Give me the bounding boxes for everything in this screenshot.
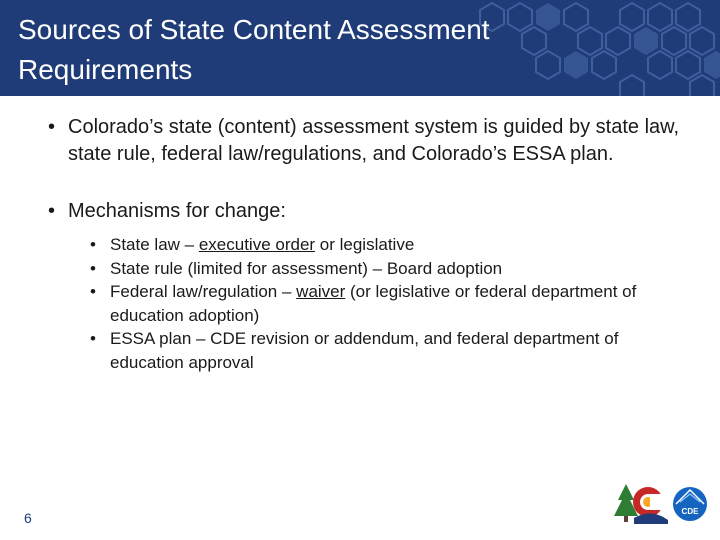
sub-bullet-text: State rule (limited for assessment) – Board adoption — [110, 258, 503, 278]
sub-bullet-text: ESSA plan – CDE revision or addendum, and federal department of education approval — [110, 329, 619, 372]
slide-body — [48, 114, 688, 374]
sub-bullet-item — [90, 327, 688, 374]
sub-bullet-item — [90, 280, 688, 327]
bullet-dot: • — [48, 200, 56, 222]
bullet-dot: • — [90, 329, 96, 348]
bullet-dot: • — [48, 116, 56, 138]
page-number: 6 — [24, 510, 32, 526]
sub-bullet-text: State law – — [110, 235, 199, 254]
bullet-item — [48, 114, 688, 168]
bullet-dot: • — [90, 282, 96, 301]
page-title — [18, 10, 618, 90]
sub-bullet-text-end: (or legislative or federal department of education adoption) — [110, 282, 637, 325]
sub-bullet-item — [90, 233, 688, 257]
bullet-item — [48, 198, 688, 225]
sub-bullet-list — [90, 233, 688, 374]
bullet-dot: • — [90, 235, 96, 254]
underlined-term: waiver — [296, 282, 346, 301]
bullet-text: Colorado’s state (content) assessment system is guided by state law, state rule, federal law/regulations, and Colorado’s ESSA plan. — [68, 116, 680, 165]
sub-bullet-text-end: or legislative — [315, 235, 415, 254]
logo-text: CDE — [681, 507, 699, 516]
bullet-text: Mechanisms for change: — [68, 200, 286, 222]
underlined-term: executive order — [198, 235, 316, 254]
sub-bullet-item — [90, 257, 688, 281]
sub-bullet-text: Federal law/regulation – — [110, 282, 297, 301]
bullet-dot: • — [90, 258, 96, 278]
cde-logo-icon — [612, 478, 712, 528]
title-text: Sources of State Content Assessment Requirements — [18, 14, 490, 85]
title-bar — [0, 0, 720, 96]
